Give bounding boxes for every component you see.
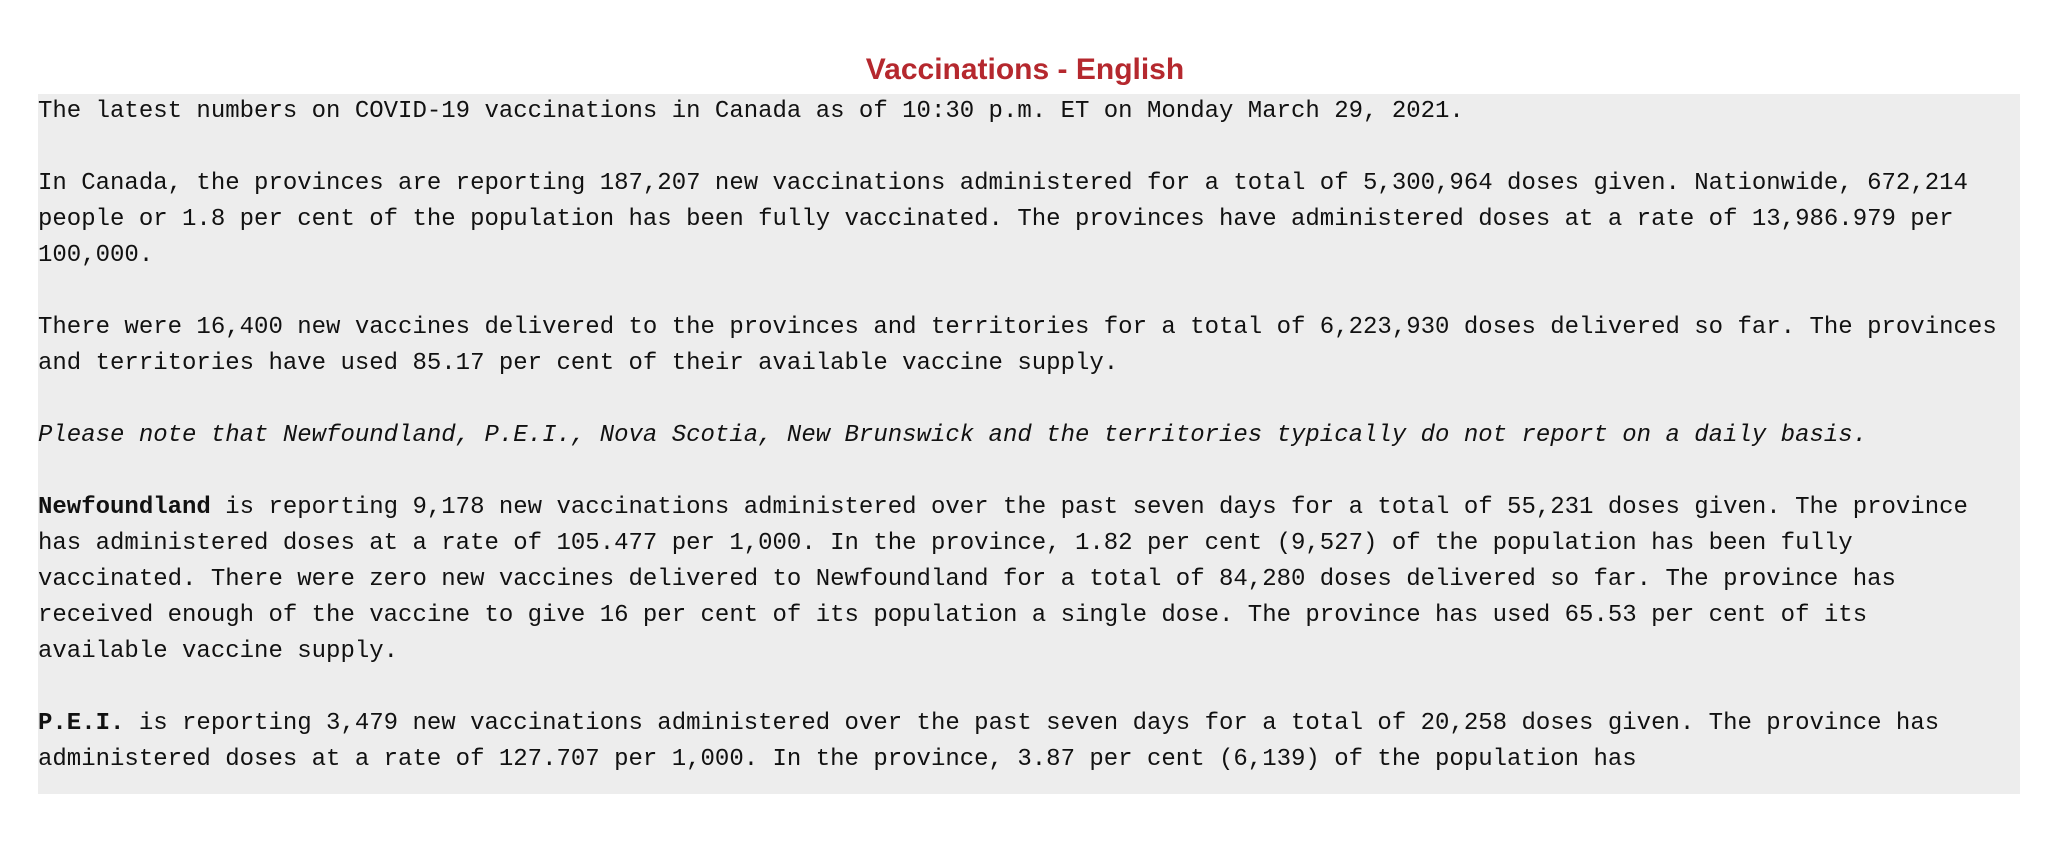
page-title: Vaccinations - English: [865, 53, 1185, 86]
province-name-pei: P.E.I.: [38, 710, 125, 737]
national-doses-paragraph: In Canada, the provinces are reporting 187,207 new vaccinations administered for a total of 5,300,964 doses given. Nationwide, 672,214 people or 1.8 per cent of the population has been fully vaccinated. The provinces have administered doses at a rate of 13,986.979 per 100,000.: [38, 170, 1968, 269]
pei-paragraph: [38, 706, 2008, 778]
newfoundland-text: is reporting 9,178 new vaccinations administered over the past seven days for a total of 55,231 doses given. The province has administered doses at a rate of 105.477 per 1,000. In the province, 1.82 per cent (9,527) of the population has been fully vaccinated. There were zero new vaccines delivered to Newfoundland for a total of 84,280 doses delivered so far. The province has received enough of the vaccine to give 16 per cent of its population a single dose. The province has used 65.53 per cent of its available vaccine supply.: [38, 494, 1968, 665]
intro-paragraph: The latest numbers on COVID-19 vaccinations in Canada as of 10:30 p.m. ET on Monday March 29, 2021.: [38, 98, 1464, 125]
reporting-note-paragraph: Please note that Newfoundland, P.E.I., Nova Scotia, New Brunswick and the territories typically do not report on a daily basis.: [38, 422, 1868, 449]
pei-text: is reporting 3,479 new vaccinations administered over the past seven days for a total of 20,258 doses given. The province has administered doses at a rate of 127.707 per 1,000. In the province, 3.87 per cent (6,139) of the population has: [38, 710, 1940, 773]
newfoundland-paragraph: [38, 490, 2008, 670]
national-delivery-paragraph: There were 16,400 new vaccines delivered to the provinces and territories for a total of 6,223,930 doses delivered so far. The provinces and territories have used 85.17 per cent of their available vaccine supply.: [38, 314, 1997, 377]
article-body: [38, 94, 2020, 794]
province-name-newfoundland: Newfoundland: [38, 494, 211, 521]
